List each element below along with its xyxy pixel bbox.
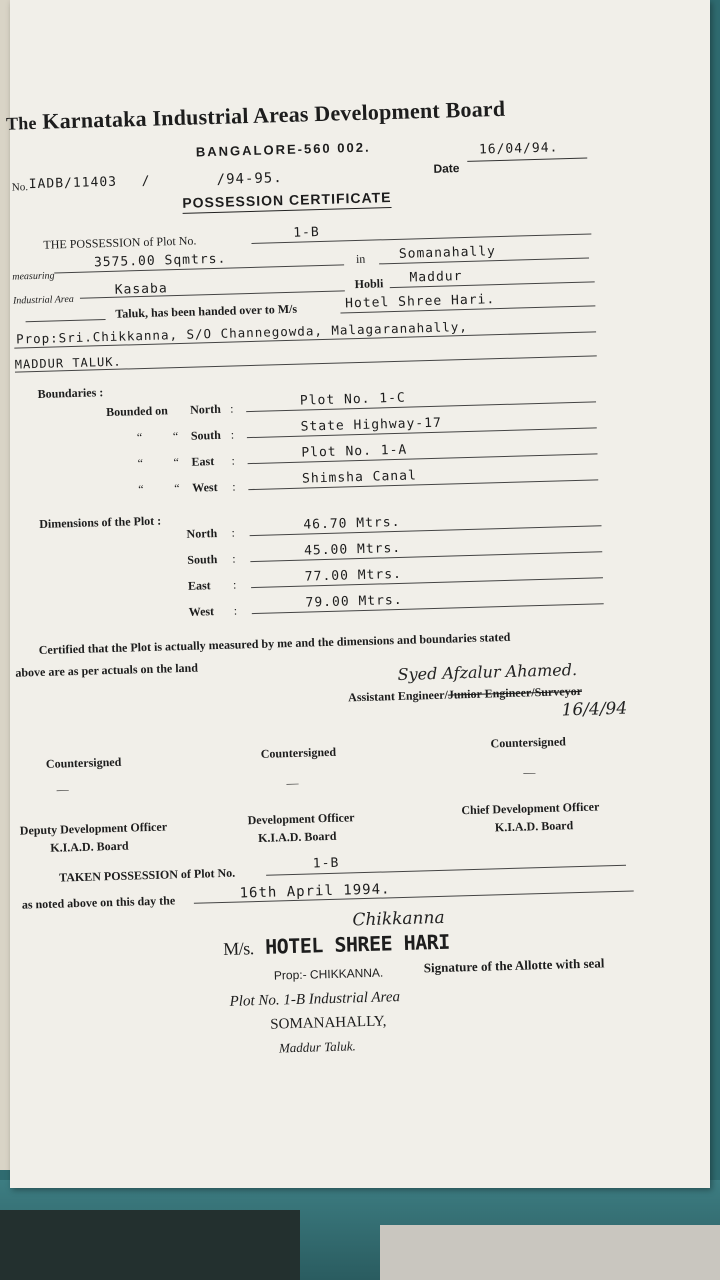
countersign-dash-1: — (56, 782, 69, 797)
engineer-sign-date: 16/4/94 (561, 698, 628, 721)
boundary-north-dir: North (189, 401, 221, 417)
boundary-west-line (248, 479, 598, 490)
taluk-text: Taluk, has been handed over to M/s (115, 301, 298, 321)
allottee-name: Hotel Shree Hari. (345, 292, 496, 312)
dimension-east-value: 77.00 Mtrs. (304, 566, 403, 585)
boundary-south-colon: : (230, 427, 235, 442)
boundary-north-colon: : (229, 401, 234, 416)
industrial-area-value: Kasaba (114, 281, 168, 298)
date-underline (467, 158, 587, 162)
countersign-dash-3: — (523, 765, 536, 780)
dimension-south-colon: : (232, 551, 236, 566)
boundary-north-line (246, 401, 596, 412)
document-sheet (5, 0, 710, 1188)
countersigned-label-1: Countersigned (45, 754, 122, 771)
taluk-blank-line (26, 319, 106, 322)
stamp-village: SOMANAHALLY, (270, 1013, 387, 1033)
boundary-west-prefix2: “ (174, 481, 180, 496)
dimension-south-line (250, 551, 602, 562)
allottee-signature-label: Signature of the Allotte with seal (423, 955, 605, 976)
date-label: Date (433, 161, 460, 176)
dimension-north-dir: North (186, 526, 218, 541)
boundary-west-prefix: “ (138, 482, 144, 497)
boundary-east-prefix: “ (137, 456, 144, 471)
board-title-the: The (5, 112, 37, 134)
stamp-prop: Prop:- CHIKKANNA. (273, 965, 384, 983)
boundary-north-prefix: Bounded on (105, 403, 169, 420)
boundary-east-line (248, 453, 598, 464)
in-label: in (355, 251, 366, 267)
dimension-west-colon: : (233, 603, 238, 618)
development-officer-board: K.I.A.D. Board (257, 828, 337, 845)
dimension-west-value: 79.00 Mtrs. (305, 592, 403, 611)
countersigned-label-2: Countersigned (260, 744, 337, 761)
certified-line-1: Certified that the Plot is actually measured by me and the dimensions and boundaries stated (38, 629, 511, 658)
boundary-west-value: Shimsha Canal (301, 468, 418, 487)
engineer-title (348, 684, 582, 706)
ref-number: IADB/11403 (28, 174, 118, 193)
certificate-title: POSSESSION CERTIFICATE (182, 189, 392, 214)
allottee-signature: Chikkanna (352, 907, 445, 931)
background-floor (380, 1225, 720, 1280)
boundary-east-prefix2: “ (173, 455, 180, 470)
dimension-west-dir: West (188, 604, 215, 619)
industrial-area-label: Industrial Area (12, 293, 74, 307)
hobli-value: Maddur (409, 269, 463, 286)
engineer-title-struck: Junior Engineer/Surveyor (447, 683, 583, 702)
hobli-label: Hobli (354, 276, 384, 292)
engineer-title-prefix: Assistant Engineer/ (348, 687, 449, 705)
taken-date-value: 16th April 1994. (239, 881, 391, 902)
boundaries-heading: Boundaries : (37, 385, 104, 401)
boundary-south-prefix: “ (136, 430, 143, 445)
board-title-text: Karnataka Industrial Areas Development Board (41, 95, 506, 134)
taluk-line: MADDUR TALUK. (14, 354, 122, 372)
noted-label: as noted above on this day the (21, 893, 176, 912)
dimension-east-colon: : (232, 577, 237, 592)
deputy-officer-title: Deputy Development Officer (19, 819, 168, 838)
boundary-south-dir: South (190, 427, 222, 443)
dimension-north-colon: : (231, 525, 236, 540)
chief-officer-board: K.I.A.D. Board (494, 818, 574, 835)
board-city: BANGALORE-560 002. (195, 139, 371, 160)
taken-possession-label: TAKEN POSSESSION of Plot No. (58, 865, 236, 885)
boundary-south-value: State Highway-17 (300, 415, 443, 435)
dimension-east-line (251, 577, 603, 588)
dimension-east-dir: East (187, 578, 211, 593)
development-officer-title: Development Officer (247, 810, 355, 828)
stamp-taluk: Maddur Taluk. (278, 1038, 356, 1056)
chief-officer-title: Chief Development Officer (461, 799, 600, 818)
boundary-west-colon: : (232, 479, 236, 494)
stamp-plot: Plot No. 1-B Industrial Area (229, 989, 401, 1010)
plot-no-value: 1-B (293, 225, 320, 241)
date-value: 16/04/94. (478, 140, 559, 158)
background-shadow (0, 1210, 300, 1280)
deputy-officer-board: K.I.A.D. Board (50, 838, 129, 855)
measuring-value: 3575.00 Sqmtrs. (93, 251, 227, 271)
dimension-north-value: 46.70 Mtrs. (303, 514, 401, 533)
boundary-north-value: Plot No. 1-C (299, 390, 406, 409)
measuring-label: measuring (12, 270, 55, 283)
in-value: Somanahally (398, 244, 497, 262)
boundary-south-prefix2: “ (172, 429, 179, 444)
boundary-east-dir: East (191, 454, 215, 469)
boundary-east-colon: : (231, 453, 236, 468)
taken-plot-value: 1-B (312, 855, 340, 872)
dimension-south-dir: South (187, 552, 218, 567)
stamp-name-text: HOTEL SHREE HARI (264, 929, 451, 959)
countersign-dash-2: — (286, 775, 299, 791)
ref-year: /94-95. (216, 170, 283, 188)
dimension-west-line (252, 603, 604, 614)
stamp-hotel-name (223, 930, 450, 960)
prop-line: Prop:Sri.Chikkanna, S/O Channegowda, Malagaranahally, (15, 318, 468, 347)
engineer-signature: Syed Afzalur Ahamed. (397, 660, 578, 685)
dimension-north-line (250, 525, 602, 536)
board-title (6, 96, 506, 136)
dimensions-heading: Dimensions of the Plot : (39, 513, 162, 531)
boundary-east-value: Plot No. 1-A (301, 442, 408, 461)
countersigned-label-3: Countersigned (490, 734, 567, 751)
boundary-west-dir: West (192, 479, 218, 495)
ref-slash: / (141, 173, 151, 189)
certified-line-2: above are as per actuals on the land (15, 660, 199, 680)
possession-label: THE POSSESSION of Plot No. (43, 233, 197, 252)
stamp-ms: M/s. (222, 938, 254, 960)
dimension-south-value: 45.00 Mtrs. (303, 540, 402, 559)
ref-label: No. (11, 181, 29, 194)
